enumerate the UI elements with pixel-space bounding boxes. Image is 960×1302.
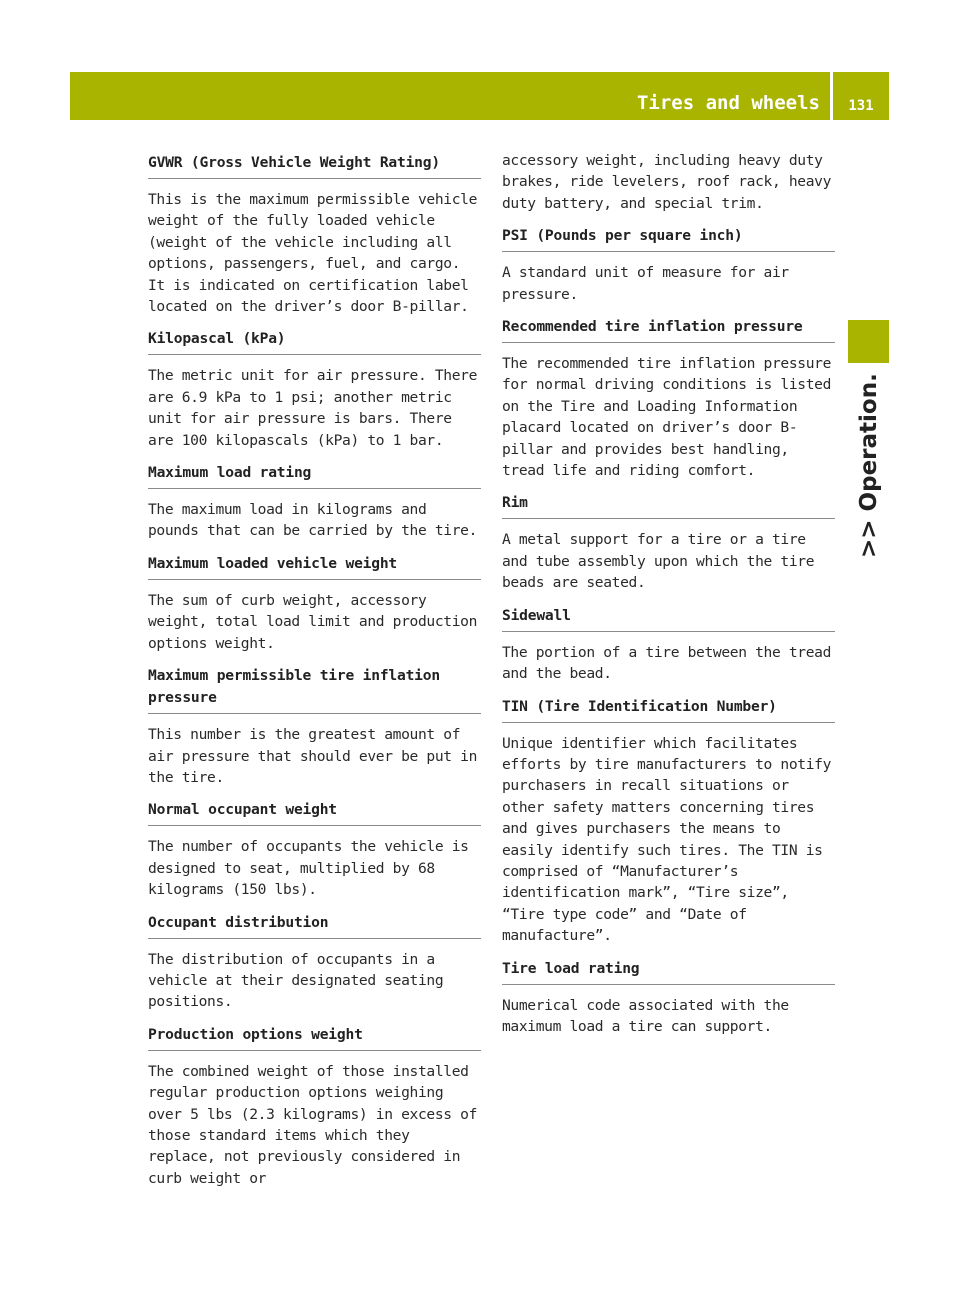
glossary-definition: The number of occupants the vehicle is designed to seat, multiplied by 68 kilograms (150 lbs). — [148, 838, 469, 899]
glossary-entry — [148, 462, 481, 542]
section-title: Tires and wheels — [636, 92, 820, 114]
glossary-term: Maximum loaded vehicle weight — [148, 553, 481, 580]
glossary-definition: The combined weight of those installed regular production options weighing over 5 lbs (2.3 kilograms) in excess of those standard items which they replace, not previously considered in curb weight or — [148, 1062, 478, 1187]
glossary-entry — [502, 316, 835, 481]
glossary-entry — [148, 152, 481, 317]
glossary-term: Production options weight — [148, 1024, 481, 1051]
glossary-definition-continued: accessory weight, including heavy duty brakes, ride levelers, roof rack, heavy duty battery, and special trim. — [502, 152, 832, 212]
right-column — [502, 150, 835, 1048]
glossary-term: Recommended tire inflation pressure — [502, 316, 835, 343]
glossary-entry — [148, 665, 481, 788]
glossary-term: Occupant distribution — [148, 912, 481, 939]
glossary-entry — [148, 553, 481, 654]
glossary-entry — [148, 328, 481, 451]
page-number-box — [833, 72, 889, 120]
glossary-term: TIN (Tire Identification Number) — [502, 696, 835, 723]
glossary-term: Sidewall — [502, 605, 835, 632]
glossary-definition: The maximum load in kilograms and pounds that can be carried by the tire. — [148, 501, 478, 540]
header-bar — [70, 72, 830, 120]
glossary-definition: The distribution of occupants in a vehicle at their designated seating positions. — [148, 950, 444, 1011]
left-column — [148, 150, 481, 1200]
glossary-entry — [502, 958, 835, 1038]
glossary-definition: The portion of a tire between the tread and the bead. — [502, 643, 832, 683]
page-number: 131 — [848, 98, 874, 114]
glossary-entry — [502, 696, 835, 947]
side-tab-marker — [848, 320, 889, 363]
glossary-term: GVWR (Gross Vehicle Weight Rating) — [148, 152, 481, 179]
glossary-term: Maximum permissible tire inflation pressure — [148, 665, 481, 714]
glossary-term: Rim — [502, 492, 835, 519]
glossary-term: Maximum load rating — [148, 462, 481, 489]
glossary-definition: This number is the greatest amount of air pressure that should ever be put in the tire. — [148, 726, 478, 786]
glossary-definition: Numerical code associated with the maximum load a tire can support. — [502, 996, 789, 1035]
glossary-definition: This is the maximum permissible vehicle weight of the fully loaded vehicle (weight of the vehicle including all options, passengers, fuel, and cargo. It is indicated on certification label located on the driver’s door B-pillar. — [148, 191, 478, 316]
glossary-entry — [502, 492, 835, 593]
glossary-entry — [148, 1024, 481, 1189]
glossary-term: Tire load rating — [502, 958, 835, 985]
glossary-definition: The sum of curb weight, accessory weight, total load limit and production options weight. — [148, 591, 478, 652]
glossary-definition: The metric unit for air pressure. There are 6.9 kPa to 1 psi; another metric unit for air pressure is bars. There are 100 kilopascals (kPa) to 1 bar. — [148, 367, 478, 449]
side-chapter-label: >> Operation. — [856, 373, 882, 558]
glossary-definition: A standard unit of measure for air pressure. — [502, 264, 789, 303]
glossary-definition: The recommended tire inflation pressure for normal driving conditions is listed on the Tire and Loading Information placard located on driver’s door B-pillar and provides best handling, tread life and riding comfort. — [502, 355, 832, 480]
glossary-definition: A metal support for a tire or a tire and tube assembly upon which the tire beads are seated. — [502, 531, 815, 592]
glossary-entry — [148, 799, 481, 900]
glossary-entry — [502, 605, 835, 685]
glossary-definition: Unique identifier which facilitates efforts by tire manufacturers to notify purchasers in recall situations or other safety matters concerning tires and gives purchasers the means to easily identify such tires. The TIN is comprised of “Manufacturer’s identification mark”, “Tire size”, “Tire type code” and “Date of manufacture”. — [502, 734, 832, 945]
glossary-entry — [502, 225, 835, 305]
glossary-term: Kilopascal (kPa) — [148, 328, 481, 355]
glossary-entry — [148, 912, 481, 1013]
glossary-term: Normal occupant weight — [148, 799, 481, 826]
glossary-term: PSI (Pounds per square inch) — [502, 225, 835, 252]
